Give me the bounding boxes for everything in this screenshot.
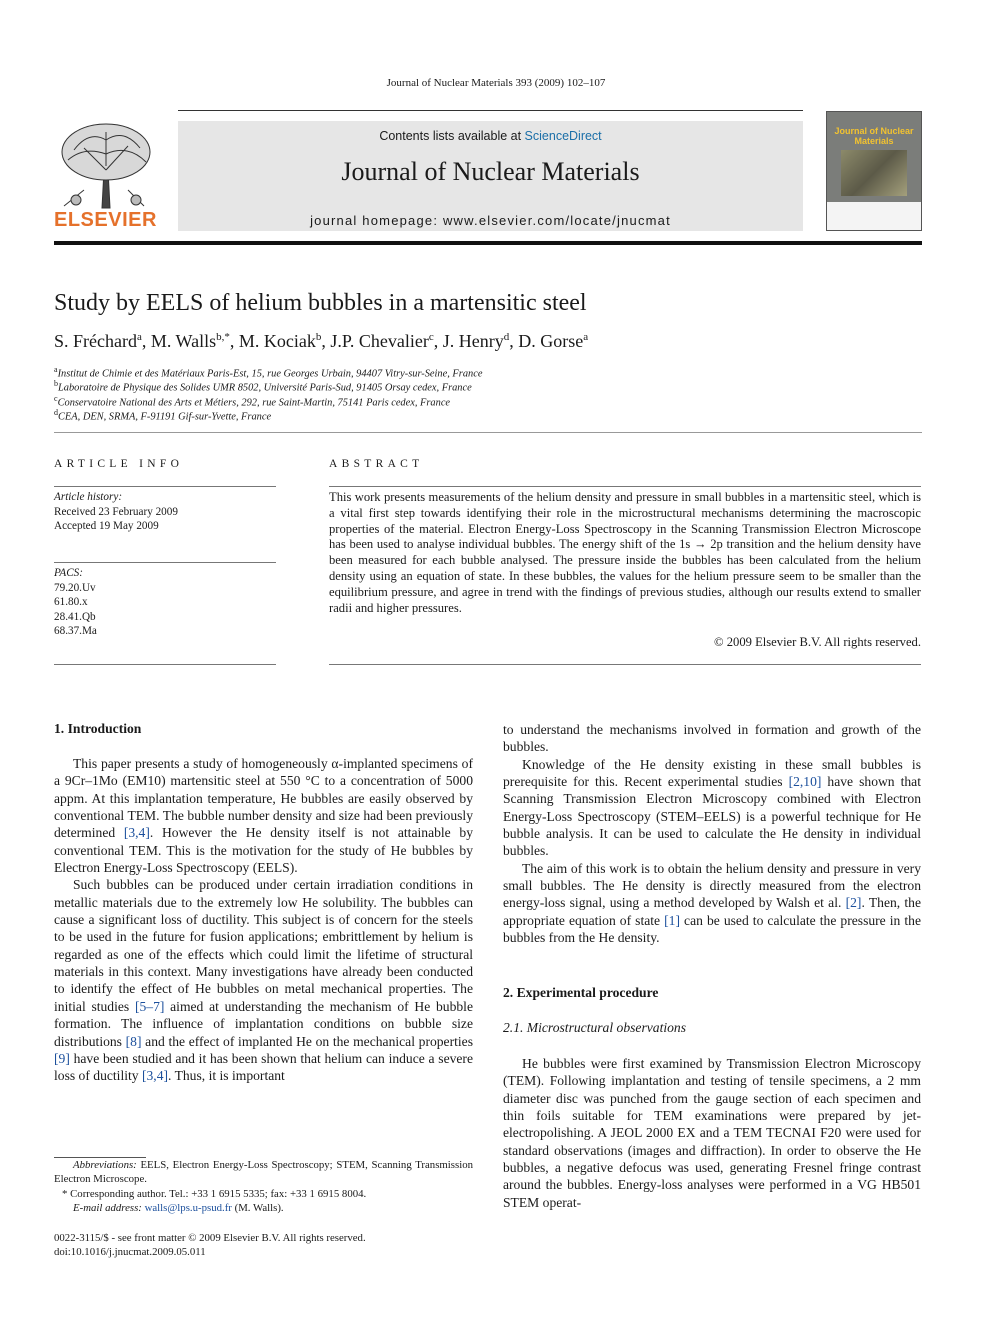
journal-cover-thumbnail[interactable] [826, 111, 922, 231]
text: Such bubbles can be produced under certain irradiation conditions in metallic materials due to the extremely low He solubility. The bubbles can cause a significant loss of ductility. This subject is of concern for the steels to be used in the future for fusion applications; embrittlement by helium is regarded as one of the effects which could limit the lifetime of structural materials in this context. Many investigations have already been conducted to identify the effect of He bubbles on metal mechanical properties. The initial studies [54, 877, 473, 1014]
abstract-text: This work presents measurements of the helium density and pressure in small bubbles in a martensitic steel, which is a vital first step towards identifying their role in the microstructural mechanisms determining the macroscopic properties of the material. Electron Energy-Loss Spectroscopy in the Scanning Transmission Electron Microscope has been used to analyse individual bubbles. The energy shift of the 1s → 2p transition and the helium density have been measured for each bubble analysed. The pressure inside the bubbles has been calculated from the helium density using an equation of state. In these bubbles, the values for the helium pressure seem to be smaller than the equilibrium pressure, and agree in trend with the findings of previous studies, although our results extend to smaller radii and higher pressures. [329, 490, 921, 615]
text: Knowledge of the He density existing in these small bubbles is prerequisite for this. Recent experimental studies [503, 756, 921, 790]
text: . Thus, it is important [168, 1068, 285, 1084]
email-suffix: (M. Walls). [231, 1202, 284, 1214]
citation-link[interactable]: [8] [125, 1033, 142, 1049]
homepage-url[interactable]: www.elsevier.com/locate/jnucmat [442, 213, 671, 228]
author-sup: c [428, 331, 434, 343]
affiliation [54, 379, 472, 393]
article-title: Study by EELS of helium bubbles in a martensitic steel [54, 290, 587, 316]
footnote-abbreviations [54, 1158, 473, 1186]
doi-line[interactable]: doi:10.1016/j.jnucmat.2009.05.011 [54, 1246, 206, 1258]
pacs-code: 61.80.x [54, 596, 88, 609]
affiliation-text: CEA, DEN, SRMA, F-91191 Gif-sur-Yvette, France [58, 411, 272, 423]
sciencedirect-link[interactable]: ScienceDirect [524, 129, 602, 143]
author-sup: b,* [216, 331, 230, 343]
cover-title: Journal of Nuclear Materials [834, 126, 914, 146]
pacs-label: PACS: [54, 567, 84, 579]
citation-link[interactable]: [3,4] [123, 825, 150, 841]
received-date: Received 23 February 2009 [54, 505, 178, 518]
email-link[interactable]: walls@lps.u-psud.fr [144, 1202, 232, 1214]
affiliation [54, 365, 482, 379]
email-label: E-mail address: [73, 1202, 142, 1214]
footnote-text: EELS, Electron Energy-Loss Spectroscopy; STEM, Scanning Transmission Electron Microscope. [54, 1159, 473, 1186]
divider [329, 486, 921, 487]
text: have shown that Scanning Transmission Electron Microscopy combined with Electron Energy-Loss Spectroscopy (STEM–EELS) is a powerful technique for He bubble analysis. It can be used to calculate the He density in individual bubbles. [503, 774, 921, 859]
issn-line: 0022-3115/$ - see front matter © 2009 Elsevier B.V. All rights reserved. [54, 1232, 366, 1244]
citation-link[interactable]: [9] [54, 1050, 70, 1066]
article-info-heading: ARTICLE INFO [54, 458, 184, 470]
paragraph [54, 876, 473, 1084]
right-column-body [503, 721, 921, 946]
journal-header-box [178, 121, 803, 231]
accepted-date: Accepted 19 May 2009 [54, 520, 159, 533]
divider [329, 664, 921, 665]
homepage-line [178, 213, 803, 228]
history-label: Article history: [54, 491, 123, 503]
abstract-copyright: © 2009 Elsevier B.V. All rights reserved. [714, 635, 921, 649]
author[interactable]: D. Gorse [518, 331, 584, 351]
divider [54, 664, 276, 665]
text: aimed at understanding the mechanism of He bubble formation. The influence of implantation conditions on bubble size distributions [54, 998, 473, 1049]
paragraph: He bubbles were first examined by Transmission Electron Microscopy (TEM). Following implantation and testing of tensile specimens, a 2 mm diameter disc was punched from the gauge section of each specimen and thin foils suitable for TEM examinations were prepared by jet-electropolishing. A JEOL 2000 EX and a TEM TECNAI F20 were used for standard observations (images and diffraction). In order to observe the He bubbles, a negative defocus was used, generating Fresnel fringe contrast around the bubbles. Energy-loss analyses were performed in a VG HB501 STEM operat- [503, 1056, 921, 1210]
right-column-body-continued [503, 1055, 921, 1211]
paragraph [54, 755, 473, 876]
affiliation-divider [54, 432, 922, 433]
divider [54, 562, 276, 563]
author[interactable]: M. Kociak [238, 331, 316, 351]
author[interactable]: J. Henry [442, 331, 504, 351]
elsevier-wordmark: ELSEVIER [54, 209, 157, 231]
footnote-corresponding: * Corresponding author. Tel.: +33 1 6915 5335; fax: +33 1 6915 8004. [62, 1188, 367, 1200]
left-column-body [54, 755, 473, 1145]
paragraph [503, 860, 921, 947]
author-sup: b [315, 331, 322, 343]
contents-prefix: Contents lists available at [379, 129, 525, 143]
text: This paper presents a study of homogeneously α-implanted specimens of a 9Cr–1Mo (EM10) martensitic steel at 550 °C to a concentration of 5000 appm. At this implantation temperature, He bubbles are easily observed by conventional TEM. The bubble number density and size had been previously determined [54, 756, 473, 841]
pacs-code: 28.41.Qb [54, 610, 96, 623]
footnote-label: Abbreviations: [73, 1159, 137, 1171]
section-heading-experimental: 2. Experimental procedure [503, 985, 659, 1000]
text: . However the He density itself is not attainable by conventional TEM. This is the motivation for the study of He bubbles by Electron Energy-Loss Spectroscopy (EELS). [54, 825, 473, 876]
author[interactable]: M. Walls [150, 331, 217, 351]
author-list: S. Fréchard$^a$, M. Walls$^{b,*}$, M. Kociak$^b$, J.P. Chevalier$^c$, J. Henry$^d$, D. Gorse$^a$ [54, 331, 589, 351]
author[interactable]: S. Fréchard [54, 331, 137, 351]
citation-link[interactable]: [2,10] [788, 774, 822, 790]
running-head: Journal of Nuclear Materials 393 (2009) 102–107 [386, 77, 606, 89]
tree-icon [54, 120, 156, 210]
text: can be used to calculate the pressure in the bubbles from the He density. [503, 912, 921, 946]
citation-link[interactable]: [2] [845, 895, 862, 911]
divider [54, 486, 276, 487]
paragraph: to understand the mechanisms involved in formation and growth of the bubbles. [503, 722, 921, 755]
author-sup: a [583, 331, 589, 343]
affiliation-sup: a [54, 365, 58, 374]
affiliation-text: Laboratoire de Physique des Solides UMR 8502, Université Paris-Sud, 91405 Orsay cedex, France [58, 382, 472, 394]
pacs-code: 68.37.Ma [54, 625, 97, 638]
pacs-block [54, 566, 97, 639]
homepage-label: journal homepage: [310, 213, 443, 228]
text: . Then, the appropriate equation of state [503, 895, 921, 928]
affiliation-text: Conservatoire National des Arts et Métiers, 292, rue Saint-Martin, 75141 Paris cedex, France [57, 397, 451, 409]
cover-image [841, 150, 907, 196]
paragraph [503, 756, 921, 860]
text: The aim of this work is to obtain the helium density and pressure in very small bubbles. The He density is directly measured from the electron energy-loss signal, using a method developed by Walsh et al. [503, 860, 921, 911]
pacs-code: 79.20.Uv [54, 581, 96, 594]
header-divider [54, 241, 922, 245]
author-sup: d [503, 331, 510, 343]
affiliation [54, 394, 450, 408]
text: have been studied and it has been shown that helium can induce a severe loss of ductility [54, 1050, 473, 1084]
abstract-heading: ABSTRACT [329, 458, 424, 470]
journal-title: Journal of Nuclear Materials [341, 157, 640, 186]
footnote-email [54, 1201, 473, 1215]
author-sup: a [136, 331, 142, 343]
affiliation-sup: c [54, 394, 58, 403]
citation-link[interactable]: [1] [664, 912, 680, 928]
citation-link[interactable]: [3,4] [141, 1068, 169, 1084]
affiliation-sup: b [54, 379, 58, 388]
affiliation-sup: d [54, 408, 58, 417]
citation-link[interactable]: [5–7] [134, 998, 165, 1014]
affiliation [54, 408, 271, 422]
affiliation-text: Institut de Chimie et des Matériaux Paris-Est, 15, rue Georges Urbain, 94407 Vitry-sur-Seine, France [57, 368, 483, 380]
text: and the effect of implanted He on the mechanical properties [141, 1033, 473, 1049]
article-history [54, 490, 178, 534]
contents-line [178, 129, 803, 143]
elsevier-logo[interactable] [54, 120, 156, 232]
subsection-heading: 2.1. Microstructural observations [503, 1020, 687, 1035]
header-rule [178, 110, 803, 111]
cover-footer [827, 202, 921, 230]
section-heading-introduction: 1. Introduction [54, 721, 142, 736]
author[interactable]: J.P. Chevalier [330, 331, 429, 351]
